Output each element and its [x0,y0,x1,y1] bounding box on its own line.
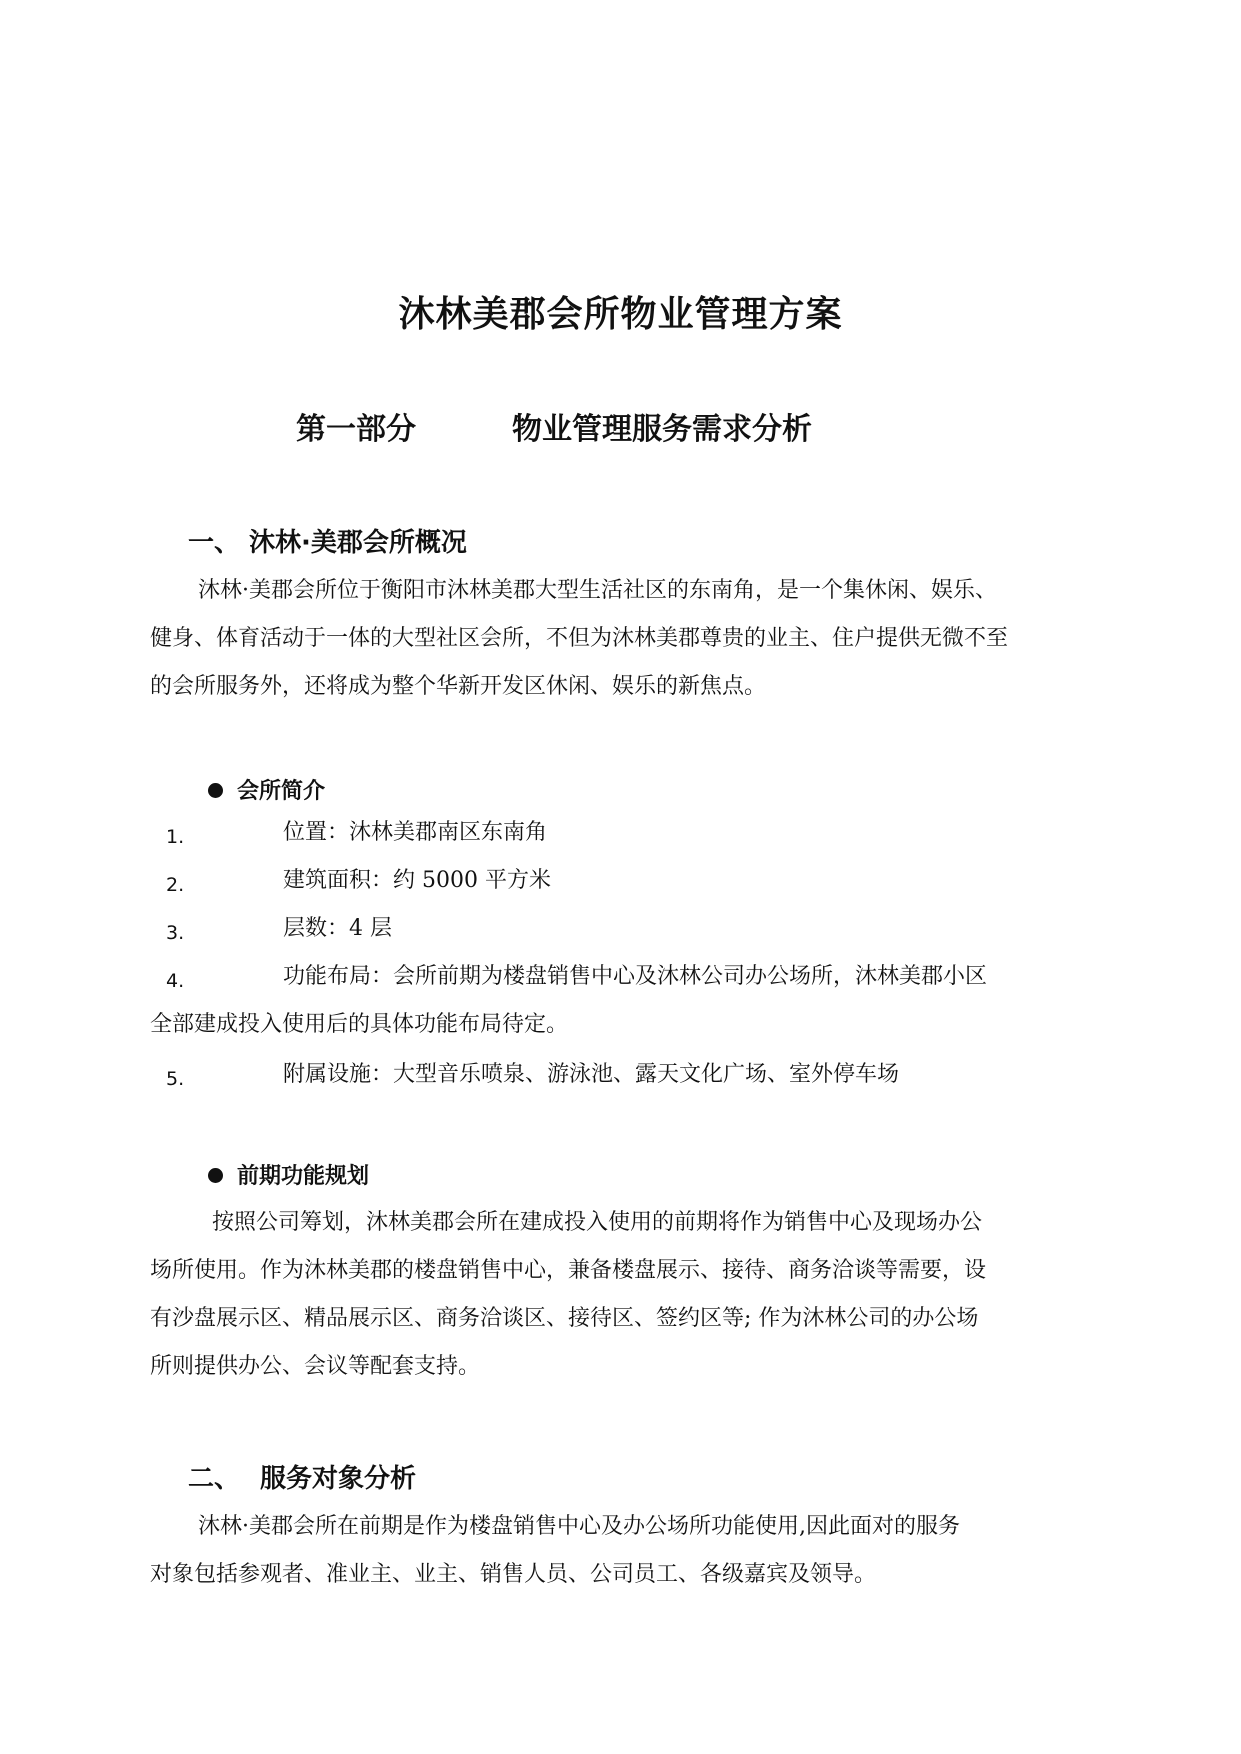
bullet-icon [208,783,223,798]
section1-line-3: 的会所服务外，还将成为整个华新开发区休闲、娱乐的新焦点。 [150,674,767,699]
planning-line-1: 按照公司筹划，沐林美郡会所在建成投入使用的前期将作为销售中心及现场办公 [212,1210,983,1235]
intro-heading [208,774,325,805]
list-item-text: 附属设施：大型音乐喷泉、游泳池、露天文化广场、室外停车场 [283,1062,900,1087]
section2-heading: 服务对象分析 [260,1464,417,1494]
list-item-number: 4. [166,970,185,992]
section1-line-1: 沐林·美郡会所位于衡阳市沐林美郡大型生活社区的东南角，是一个集休闲、娱乐、 [198,578,997,603]
list-item-number: 5. [166,1068,185,1090]
list-item-text: 功能布局：会所前期为楼盘销售中心及沐林公司办公场所，沐林美郡小区 [283,964,988,989]
part-label: 第一部分 [296,412,416,447]
list-item-text: 建筑面积：约 5000 平方米 [283,868,551,893]
section2-line-2: 对象包括参观者、准业主、业主、销售人员、公司员工、各级嘉宾及领导。 [150,1562,877,1587]
planning-line-3: 有沙盘展示区、精品展示区、商务洽谈区、接待区、签约区等; 作为沐林公司的办公场 [150,1306,979,1331]
planning-heading-text: 前期功能规划 [237,1164,370,1189]
section1-heading: 一、 沐林·美郡会所概况 [188,528,467,558]
section2-heading-number: 二、 [188,1464,241,1494]
planning-line-2: 场所使用。作为沐林美郡的楼盘销售中心，兼备楼盘展示、接待、商务洽谈等需要，设 [150,1258,987,1283]
list-item-text: 位置：沐林美郡南区东南角 [283,820,548,845]
list-item-text: 层数：4 层 [283,916,392,941]
part-title: 物业管理服务需求分析 [512,412,812,447]
list-item-number: 3. [166,922,185,944]
document-title: 沐林美郡会所物业管理方案 [398,294,843,335]
list-item-continuation: 全部建成投入使用后的具体功能布局待定。 [150,1012,569,1037]
list-item-number: 1. [166,826,185,848]
section2-line-1: 沐林·美郡会所在前期是作为楼盘销售中心及办公场所功能使用,因此面对的服务 [198,1514,960,1539]
planning-heading [208,1159,369,1190]
bullet-icon [208,1168,223,1183]
section1-line-2: 健身、体育活动于一体的大型社区会所，不但为沐林美郡尊贵的业主、住户提供无微不至 [150,626,1009,651]
planning-line-4: 所则提供办公、会议等配套支持。 [150,1354,481,1379]
list-item-number: 2. [166,874,185,896]
intro-heading-text: 会所简介 [237,779,326,804]
